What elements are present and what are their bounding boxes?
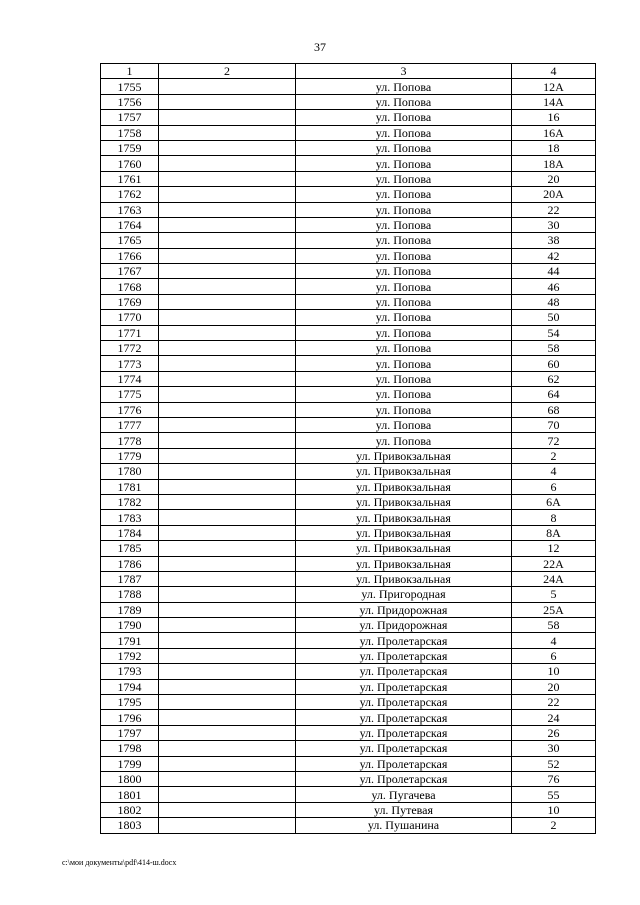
house-number-cell: 6 (512, 479, 596, 494)
file-path-footer: c:\мои документы\pdf\414-ш.docx (62, 858, 177, 867)
row-number-cell: 1777 (101, 417, 159, 432)
row-number-cell: 1772 (101, 341, 159, 356)
house-number-cell: 10 (512, 802, 596, 817)
row-number-cell: 1786 (101, 556, 159, 571)
column-header: 2 (159, 64, 296, 79)
row-number-cell: 1789 (101, 602, 159, 617)
empty-cell (159, 187, 296, 202)
table-row (101, 402, 596, 417)
empty-cell (159, 587, 296, 602)
street-cell: ул. Пролетарская (296, 695, 512, 710)
street-cell: ул. Попова (296, 371, 512, 386)
table-row (101, 294, 596, 309)
table-row (101, 417, 596, 432)
street-cell: ул. Пушанина (296, 818, 512, 833)
street-cell: ул. Привокзальная (296, 494, 512, 509)
row-number-cell: 1761 (101, 171, 159, 186)
house-number-cell: 12А (512, 79, 596, 94)
row-number-cell: 1776 (101, 402, 159, 417)
table-row (101, 171, 596, 186)
house-number-cell: 24 (512, 710, 596, 725)
table-row (101, 140, 596, 155)
empty-cell (159, 602, 296, 617)
table-row (101, 356, 596, 371)
street-cell: ул. Попова (296, 417, 512, 432)
house-number-cell: 68 (512, 402, 596, 417)
row-number-cell: 1771 (101, 325, 159, 340)
house-number-cell: 6А (512, 494, 596, 509)
row-number-cell: 1787 (101, 571, 159, 586)
street-cell: ул. Пролетарская (296, 710, 512, 725)
street-cell: ул. Придорожная (296, 602, 512, 617)
street-cell: ул. Попова (296, 341, 512, 356)
street-cell: ул. Пролетарская (296, 741, 512, 756)
row-number-cell: 1770 (101, 310, 159, 325)
empty-cell (159, 818, 296, 833)
empty-cell (159, 464, 296, 479)
house-number-cell: 22 (512, 695, 596, 710)
table-row (101, 679, 596, 694)
house-number-cell: 18 (512, 140, 596, 155)
street-cell: ул. Попова (296, 387, 512, 402)
empty-cell (159, 756, 296, 771)
table-row (101, 602, 596, 617)
street-cell: ул. Попова (296, 202, 512, 217)
row-number-cell: 1768 (101, 279, 159, 294)
street-cell: ул. Попова (296, 433, 512, 448)
empty-cell (159, 387, 296, 402)
empty-cell (159, 556, 296, 571)
table-row (101, 618, 596, 633)
table-row (101, 264, 596, 279)
row-number-cell: 1756 (101, 94, 159, 109)
street-cell: ул. Попова (296, 233, 512, 248)
empty-cell (159, 356, 296, 371)
table-row (101, 248, 596, 263)
street-cell: ул. Попова (296, 156, 512, 171)
row-number-cell: 1769 (101, 294, 159, 309)
house-number-cell: 16 (512, 110, 596, 125)
street-cell: ул. Пугачева (296, 787, 512, 802)
street-cell: ул. Пролетарская (296, 679, 512, 694)
table-row (101, 217, 596, 232)
empty-cell (159, 741, 296, 756)
row-number-cell: 1765 (101, 233, 159, 248)
empty-cell (159, 140, 296, 155)
row-number-cell: 1788 (101, 587, 159, 602)
empty-cell (159, 664, 296, 679)
house-number-cell: 58 (512, 618, 596, 633)
empty-cell (159, 494, 296, 509)
house-number-cell: 55 (512, 787, 596, 802)
house-number-cell: 4 (512, 464, 596, 479)
house-number-cell: 20 (512, 679, 596, 694)
table-row (101, 310, 596, 325)
table-row (101, 202, 596, 217)
row-number-cell: 1798 (101, 741, 159, 756)
empty-cell (159, 79, 296, 94)
table-header-row (101, 64, 596, 79)
row-number-cell: 1799 (101, 756, 159, 771)
row-number-cell: 1790 (101, 618, 159, 633)
table-row (101, 110, 596, 125)
house-number-cell: 76 (512, 771, 596, 786)
street-cell: ул. Попова (296, 171, 512, 186)
row-number-cell: 1794 (101, 679, 159, 694)
table-row (101, 525, 596, 540)
house-number-cell: 30 (512, 741, 596, 756)
table-row (101, 341, 596, 356)
row-number-cell: 1800 (101, 771, 159, 786)
house-number-cell: 22А (512, 556, 596, 571)
table-row (101, 494, 596, 509)
row-number-cell: 1792 (101, 648, 159, 663)
house-number-cell: 25А (512, 602, 596, 617)
row-number-cell: 1767 (101, 264, 159, 279)
row-number-cell: 1766 (101, 248, 159, 263)
row-number-cell: 1795 (101, 695, 159, 710)
table-row (101, 233, 596, 248)
table-row (101, 541, 596, 556)
page-number: 37 (314, 40, 326, 54)
street-cell: ул. Попова (296, 294, 512, 309)
empty-cell (159, 633, 296, 648)
empty-cell (159, 710, 296, 725)
street-cell: ул. Привокзальная (296, 556, 512, 571)
empty-cell (159, 94, 296, 109)
empty-cell (159, 618, 296, 633)
house-number-cell: 16А (512, 125, 596, 140)
row-number-cell: 1773 (101, 356, 159, 371)
table-row (101, 464, 596, 479)
empty-cell (159, 202, 296, 217)
table-row (101, 802, 596, 817)
row-number-cell: 1760 (101, 156, 159, 171)
empty-cell (159, 233, 296, 248)
row-number-cell: 1796 (101, 710, 159, 725)
column-header: 4 (512, 64, 596, 79)
empty-cell (159, 217, 296, 232)
empty-cell (159, 541, 296, 556)
empty-cell (159, 448, 296, 463)
table-row (101, 771, 596, 786)
house-number-cell: 18А (512, 156, 596, 171)
street-cell: ул. Привокзальная (296, 525, 512, 540)
street-cell: ул. Привокзальная (296, 541, 512, 556)
empty-cell (159, 171, 296, 186)
street-cell: ул. Привокзальная (296, 448, 512, 463)
table-row (101, 818, 596, 833)
empty-cell (159, 310, 296, 325)
row-number-cell: 1764 (101, 217, 159, 232)
empty-cell (159, 571, 296, 586)
table-row (101, 448, 596, 463)
row-number-cell: 1763 (101, 202, 159, 217)
house-number-cell: 2 (512, 818, 596, 833)
table-body (101, 79, 596, 833)
house-number-cell: 62 (512, 371, 596, 386)
empty-cell (159, 156, 296, 171)
street-cell: ул. Попова (296, 94, 512, 109)
house-number-cell: 20А (512, 187, 596, 202)
street-cell: ул. Пролетарская (296, 771, 512, 786)
table-row (101, 756, 596, 771)
table-row (101, 710, 596, 725)
street-cell: ул. Попова (296, 402, 512, 417)
house-number-cell: 60 (512, 356, 596, 371)
empty-cell (159, 433, 296, 448)
table-row (101, 556, 596, 571)
street-cell: ул. Попова (296, 264, 512, 279)
empty-cell (159, 371, 296, 386)
row-number-cell: 1791 (101, 633, 159, 648)
street-cell: ул. Попова (296, 356, 512, 371)
house-number-cell: 58 (512, 341, 596, 356)
empty-cell (159, 787, 296, 802)
empty-cell (159, 802, 296, 817)
table-row (101, 648, 596, 663)
house-number-cell: 5 (512, 587, 596, 602)
column-header: 1 (101, 64, 159, 79)
street-cell: ул. Путевая (296, 802, 512, 817)
street-cell: ул. Привокзальная (296, 464, 512, 479)
table-row (101, 787, 596, 802)
house-number-cell: 14А (512, 94, 596, 109)
empty-cell (159, 341, 296, 356)
table-row (101, 187, 596, 202)
row-number-cell: 1784 (101, 525, 159, 540)
row-number-cell: 1803 (101, 818, 159, 833)
empty-cell (159, 279, 296, 294)
row-number-cell: 1780 (101, 464, 159, 479)
empty-cell (159, 402, 296, 417)
row-number-cell: 1778 (101, 433, 159, 448)
house-number-cell: 52 (512, 756, 596, 771)
table-row (101, 433, 596, 448)
house-number-cell: 26 (512, 725, 596, 740)
house-number-cell: 8 (512, 510, 596, 525)
empty-cell (159, 771, 296, 786)
empty-cell (159, 648, 296, 663)
row-number-cell: 1759 (101, 140, 159, 155)
empty-cell (159, 479, 296, 494)
empty-cell (159, 417, 296, 432)
empty-cell (159, 725, 296, 740)
house-number-cell: 64 (512, 387, 596, 402)
house-number-cell: 20 (512, 171, 596, 186)
street-cell: ул. Попова (296, 325, 512, 340)
row-number-cell: 1793 (101, 664, 159, 679)
street-cell: ул. Пролетарская (296, 633, 512, 648)
row-number-cell: 1781 (101, 479, 159, 494)
empty-cell (159, 125, 296, 140)
row-number-cell: 1755 (101, 79, 159, 94)
column-header: 3 (296, 64, 512, 79)
row-number-cell: 1785 (101, 541, 159, 556)
table-row (101, 125, 596, 140)
table-row (101, 633, 596, 648)
street-cell: ул. Попова (296, 187, 512, 202)
street-cell: ул. Попова (296, 279, 512, 294)
empty-cell (159, 264, 296, 279)
house-number-cell: 54 (512, 325, 596, 340)
empty-cell (159, 525, 296, 540)
street-cell: ул. Попова (296, 217, 512, 232)
table-row (101, 371, 596, 386)
street-cell: ул. Пролетарская (296, 756, 512, 771)
house-number-cell: 2 (512, 448, 596, 463)
row-number-cell: 1797 (101, 725, 159, 740)
table-row (101, 571, 596, 586)
table-row (101, 325, 596, 340)
row-number-cell: 1758 (101, 125, 159, 140)
empty-cell (159, 510, 296, 525)
house-number-cell: 8А (512, 525, 596, 540)
table-row (101, 741, 596, 756)
street-cell: ул. Привокзальная (296, 571, 512, 586)
street-cell: ул. Попова (296, 310, 512, 325)
table-row (101, 387, 596, 402)
address-register-table (100, 63, 596, 834)
table-row (101, 695, 596, 710)
house-number-cell: 12 (512, 541, 596, 556)
row-number-cell: 1801 (101, 787, 159, 802)
street-cell: ул. Привокзальная (296, 479, 512, 494)
house-number-cell: 42 (512, 248, 596, 263)
table-row (101, 510, 596, 525)
empty-cell (159, 248, 296, 263)
table-row (101, 94, 596, 109)
table-row (101, 279, 596, 294)
house-number-cell: 4 (512, 633, 596, 648)
house-number-cell: 50 (512, 310, 596, 325)
house-number-cell: 24А (512, 571, 596, 586)
empty-cell (159, 679, 296, 694)
house-number-cell: 70 (512, 417, 596, 432)
street-cell: ул. Придорожная (296, 618, 512, 633)
street-cell: ул. Пролетарская (296, 648, 512, 663)
row-number-cell: 1782 (101, 494, 159, 509)
table-row (101, 664, 596, 679)
row-number-cell: 1757 (101, 110, 159, 125)
row-number-cell: 1762 (101, 187, 159, 202)
empty-cell (159, 695, 296, 710)
street-cell: ул. Попова (296, 125, 512, 140)
empty-cell (159, 110, 296, 125)
house-number-cell: 6 (512, 648, 596, 663)
street-cell: ул. Попова (296, 110, 512, 125)
table-row (101, 156, 596, 171)
table-row (101, 587, 596, 602)
table-row (101, 79, 596, 94)
house-number-cell: 10 (512, 664, 596, 679)
table-row (101, 479, 596, 494)
street-cell: ул. Пролетарская (296, 725, 512, 740)
empty-cell (159, 294, 296, 309)
house-number-cell: 72 (512, 433, 596, 448)
house-number-cell: 48 (512, 294, 596, 309)
street-cell: ул. Пригородная (296, 587, 512, 602)
street-cell: ул. Попова (296, 248, 512, 263)
street-cell: ул. Попова (296, 79, 512, 94)
row-number-cell: 1802 (101, 802, 159, 817)
street-cell: ул. Пролетарская (296, 664, 512, 679)
street-cell: ул. Попова (296, 140, 512, 155)
house-number-cell: 38 (512, 233, 596, 248)
house-number-cell: 22 (512, 202, 596, 217)
row-number-cell: 1779 (101, 448, 159, 463)
row-number-cell: 1783 (101, 510, 159, 525)
table-row (101, 725, 596, 740)
house-number-cell: 30 (512, 217, 596, 232)
street-cell: ул. Привокзальная (296, 510, 512, 525)
house-number-cell: 46 (512, 279, 596, 294)
house-number-cell: 44 (512, 264, 596, 279)
empty-cell (159, 325, 296, 340)
row-number-cell: 1774 (101, 371, 159, 386)
row-number-cell: 1775 (101, 387, 159, 402)
